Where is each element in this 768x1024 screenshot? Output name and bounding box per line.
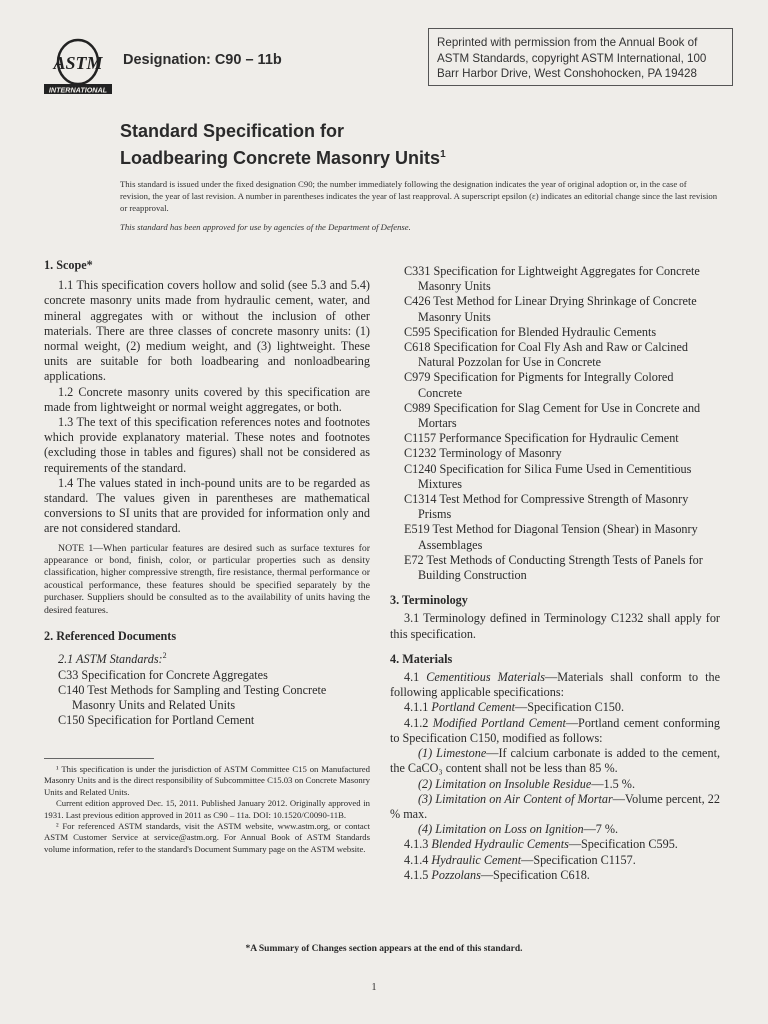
para-4-1-1-term: Portland Cement xyxy=(431,700,516,715)
limit-2-term: (2) Limitation on Insoluble Residue xyxy=(418,776,592,791)
limit-3-term: (3) Limitation on Air Content of Mortar xyxy=(418,791,613,806)
footnote-2: ² For referenced ASTM standards, visit the ASTM website, www.astm.org, or contact ASTM Customer Service at service@astm.org. For Annual Book of ASTM Standards volume information, refer to the standard's Document Summary page on the ASTM website. xyxy=(44,821,370,854)
para-4-1-1-num: 4.1.1 xyxy=(404,700,429,715)
para-2-1-mark: 2 xyxy=(162,651,167,661)
refdocs-heading: 2. Referenced Documents xyxy=(44,629,177,644)
list-item: C595 Specification for Blended Hydraulic Cements xyxy=(404,324,657,339)
para-4-1-4-rest: —Specification C1157. xyxy=(521,852,636,867)
para-4-1-num: 4.1 xyxy=(404,670,420,685)
list-item: C150 Specification for Portland Cement xyxy=(58,713,255,728)
para-4-1-3 xyxy=(390,837,720,852)
para-4-1-4 xyxy=(390,853,720,868)
footnote-1: ¹ This specification is under the jurisdiction of ASTM Committee C15 on Manufactured Masonry Units and is the direct responsibility of Subcommittee C15.03 on Concrete Masonry Units and Related Units. xyxy=(44,764,370,797)
astm-logo xyxy=(44,38,112,96)
list-item: C979 Specification for Pigments for Integrally Colored Concrete xyxy=(404,370,674,400)
para-4-1-3-num: 4.1.3 xyxy=(404,837,429,852)
para-4-1-rest: —Materials shall conform to the following applicable specifications: xyxy=(390,670,721,700)
note-1: NOTE 1—When particular features are desired such as surface textures for appearance or bond, finish, color, or particular properties such as density classification, higher compressive strength, fire resistance, thermal performance or acoustical performance, these features should be specified separately by the purchaser. Suppliers should be consulted as to the availability of units having the desired features. xyxy=(44,542,370,616)
limit-2 xyxy=(390,777,720,792)
page-number: 1 xyxy=(371,982,377,993)
para-4-1-term: Cementitious Materials xyxy=(426,670,546,685)
list-item: C331 Specification for Lightweight Aggregates for Concrete Masonry Units xyxy=(404,264,700,294)
reprint-notice: Reprinted with permission from the Annual Book of ASTM Standards, copyright ASTM International, 100 Barr Harbor Drive, West Conshohocken, PA 19428 xyxy=(428,28,733,86)
title-line-2-text: Loadbearing Concrete Masonry Units xyxy=(120,148,441,168)
list-item: C426 Test Method for Linear Drying Shrinkage of Concrete Masonry Units xyxy=(404,294,697,324)
para-3-1: 3.1 Terminology defined in Terminology C1232 shall apply for this specification. xyxy=(390,611,720,641)
title-line-2 xyxy=(120,143,446,170)
limit-1-term: (1) Limestone xyxy=(418,746,487,761)
limit-2-rest: —1.5 %. xyxy=(591,776,635,791)
para-1-1: 1.1 This specification covers hollow and solid (see 5.3 and 5.4) concrete masonry units made from hydraulic cement, water, and mineral aggregates with or without the inclusion of other materials. There are three classes of concrete masonry units: (1) normal weight, (2) medium weight, and (3) lightweight. These units are suitable for both loadbearing and nonloadbearing applications. xyxy=(44,278,370,384)
para-4-1-3-term: Blended Hydraulic Cements xyxy=(431,837,569,852)
footnote-divider xyxy=(44,758,154,759)
limit-3-rest: —Volume percent, 22 % max. xyxy=(390,791,720,821)
left-column xyxy=(44,258,370,728)
limit-4-rest: —7 %. xyxy=(583,822,619,837)
list-item: C1157 Performance Specification for Hydraulic Cement xyxy=(404,431,679,446)
para-4-1-5 xyxy=(390,868,720,883)
para-4-1-4-num: 4.1.4 xyxy=(404,852,429,867)
limit-3 xyxy=(390,792,720,822)
footnote-1b: Current edition approved Dec. 15, 2011. Published January 2012. Originally approved in 1931. Last previous edition approved in 2011 as C90 – 11a. DOI: 10.1520/C0090-11B. xyxy=(44,798,370,820)
para-1-3: 1.3 The text of this specification references notes and footnotes which provide explanatory material. These notes and footnotes (excluding those in tables and figures) shall not be considered as requirements of the standard. xyxy=(44,415,370,475)
list-item: E72 Test Methods of Conducting Strength Tests of Panels for Building Construction xyxy=(404,552,703,583)
document-title xyxy=(120,120,446,170)
limit-4 xyxy=(390,822,720,837)
list-item: C989 Specification for Slag Cement for Use in Concrete and Mortars xyxy=(404,400,701,431)
para-1-4: 1.4 The values stated in inch-pound units are to be regarded as standard. The values given in parentheses are mathematical conversions to SI units that are provided for information only and are not considered standard. xyxy=(44,475,370,536)
limit-1 xyxy=(390,746,720,776)
dod-approval: This standard has been approved for use by agencies of the Department of Defense. xyxy=(120,222,411,232)
logo-subtext: INTERNATIONAL xyxy=(48,85,108,95)
standard-intro: This standard is issued under the fixed designation C90; the number immediately following the designation indicates the year of original adoption or, in the case of revision, the year of last revision. A number in parentheses indicates the year of last reapproval. A superscript epsilon (ε) indicates an editorial change since the last revision or reapproval. xyxy=(120,179,718,214)
materials-heading: 4. Materials xyxy=(390,651,453,666)
list-item: C1232 Terminology of Masonry xyxy=(404,446,562,461)
footnotes xyxy=(44,764,370,855)
para-2-1-text: 2.1 ASTM Standards: xyxy=(58,652,163,667)
para-4-1-2-term: Modified Portland Cement xyxy=(432,715,566,730)
logo-letters: ASTM xyxy=(53,53,103,73)
right-ref-list xyxy=(390,264,720,583)
limit-4-term: (4) Limitation on Loss on Ignition xyxy=(418,822,584,837)
para-1-2: 1.2 Concrete masonry units covered by this specification are made from lightweight or normal weight aggregates, or both. xyxy=(44,384,370,414)
list-item: C1314 Test Method for Compressive Strength of Masonry Prisms xyxy=(404,492,689,522)
para-4-1 xyxy=(390,670,720,700)
para-4-1-5-term: Pozzolans xyxy=(431,867,481,882)
title-line-1: Standard Specification for xyxy=(120,121,345,141)
list-item: C1240 Specification for Silica Fume Used in Cementitious Mixtures xyxy=(404,461,692,491)
para-4-1-3-rest: —Specification C595. xyxy=(568,837,678,852)
list-item: C618 Specification for Coal Fly Ash and Raw or Calcined Natural Pozzolan for Use in Concrete xyxy=(404,340,688,370)
para-4-1-5-num: 4.1.5 xyxy=(404,867,429,882)
para-2-1 xyxy=(44,648,370,667)
right-column xyxy=(390,264,720,883)
para-4-1-1-rest: —Specification C150. xyxy=(515,700,625,715)
scope-heading: 1. Scope* xyxy=(44,258,93,272)
left-ref-list xyxy=(44,668,370,729)
summary-of-changes-note: *A Summary of Changes section appears at the end of this standard. xyxy=(245,944,523,954)
list-item: E519 Test Method for Diagonal Tension (Shear) in Masonry Assemblages xyxy=(404,522,698,552)
designation: Designation: C90 – 11b xyxy=(123,52,282,68)
limit-1-rest: —If calcium carbonate is added to the cement, the CaCO₃ content shall not be less than 85 %. xyxy=(390,746,720,776)
astm-logo-icon xyxy=(44,38,112,96)
para-4-1-2-rest: —Portland cement conforming to Specification C150, modified as follows: xyxy=(390,715,720,745)
list-item: C33 Specification for Concrete Aggregates xyxy=(58,667,268,682)
terminology-heading: 3. Terminology xyxy=(390,593,468,608)
para-4-1-2 xyxy=(390,716,720,746)
para-4-1-2-num: 4.1.2 xyxy=(404,715,429,730)
para-4-1-1 xyxy=(390,700,720,715)
list-item: C140 Test Methods for Sampling and Testing Concrete Masonry Units and Related Units xyxy=(58,682,327,712)
para-4-1-4-term: Hydraulic Cement xyxy=(431,852,522,867)
para-4-1-5-rest: —Specification C618. xyxy=(480,867,590,882)
title-footnote-mark: 1 xyxy=(440,149,446,160)
